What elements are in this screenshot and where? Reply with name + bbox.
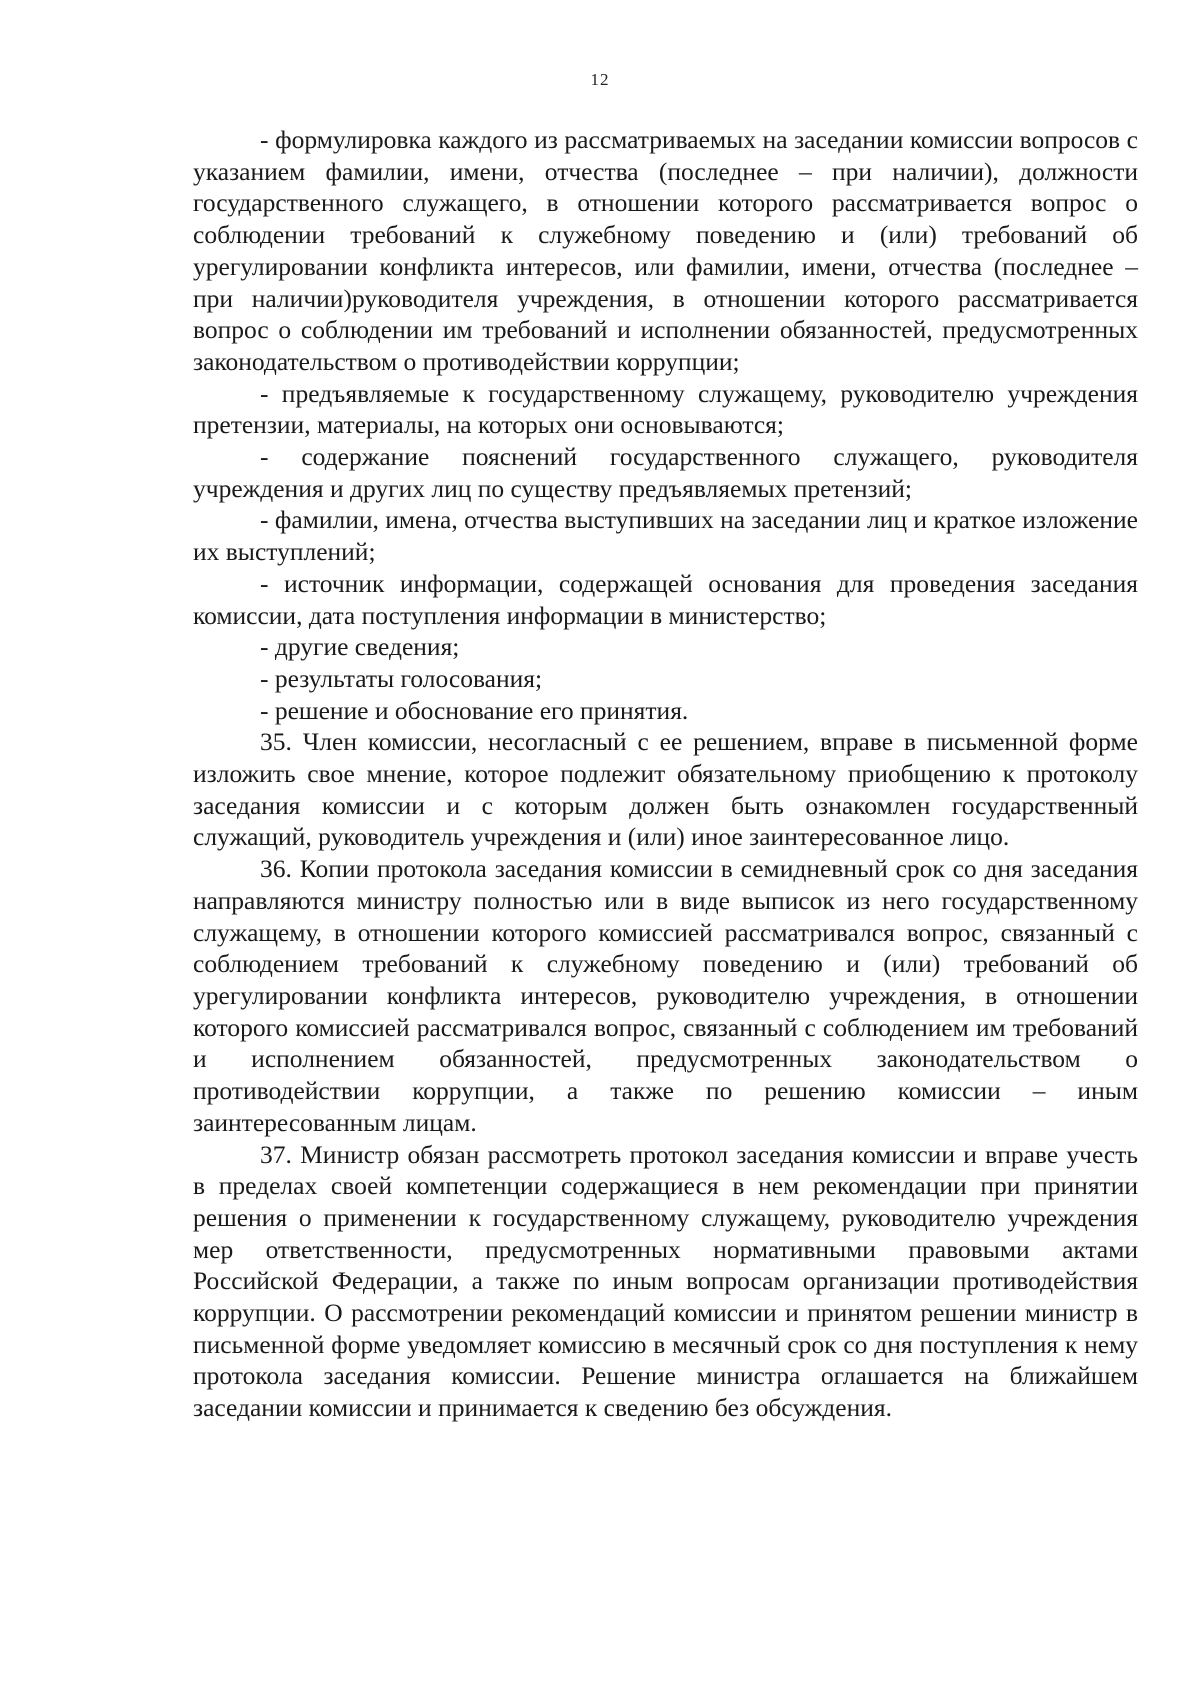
paragraph-information-source: - источник информации, содержащей основания для проведения заседания комиссии, дата поступления информации в министерство; (193, 568, 1138, 630)
paragraph-item-36: 36. Копии протокола заседания комиссии в семидневный срок со дня заседания направляются министру полностью или в виде выписок из него государственному служащему, в отношении которого комиссией рассматривался вопрос, связанный с соблюдением требований к служебному поведению и (или) требований об урегулировании конфликта интересов, руководителю учреждения, в отношении которого комиссией рассматривался вопрос, связанный с соблюдением им требований и исполнением обязанностей, предусмотренных законодательством о противодействии коррупции, а также по решению комиссии – иным заинтересованным лицам. (193, 854, 1138, 1137)
paragraph-item-37: 37. Министр обязан рассмотреть протокол заседания комиссии и вправе учесть в пределах своей компетенции содержащиеся в нем рекомендации при принятии решения о применении к государственному служащему, руководителю учреждения мер ответственности, предусмотренных нормативными правовыми актами Российской Федерации, а также по иным вопросам организации противодействия коррупции. О рассмотрении рекомендаций комиссии и принятом решении министр в письменной форме уведомляет комиссию в месячный срок со дня поступления к нему протокола заседания комиссии. Решение министра оглашается на ближайшем заседании комиссии и принимается к сведению без обсуждения. (193, 1139, 1138, 1423)
document-body (193, 124, 1138, 1424)
paragraph-voting-results: - результаты голосования; (260, 663, 543, 693)
paragraph-other-info: - другие сведения; (260, 632, 460, 662)
paragraph-wording-of-questions: - формулировка каждого из рассматриваемых на заседании комиссии вопросов с указанием фамилии, имени, отчества (последнее – при наличии), должности государственного служащего, в отношении которого рассматривается вопрос о соблюдении требований к служебному поведению и (или) требований об урегулировании конфликта интересов, или фамилии, имени, отчества (последнее – при наличии)руководителя учреждения, в отношении которого рассматривается вопрос о соблюдении им требований и исполнении обязанностей, предусмотренных законодательством о противодействии коррупции; (193, 125, 1138, 376)
paragraph-item-35: 35. Член комиссии, несогласный с ее решением, вправе в письменной форме изложить свое мнение, которое подлежит обязательному приобщению к протоколу заседания комиссии и с которым должен быть ознакомлен государственный служащий, руководитель учреждения и (или) иное заинтересованное лицо. (193, 727, 1138, 852)
paragraph-explanations: - содержание пояснений государственного служащего, руководителя учреждения и других лиц по существу предъявляемых претензий; (193, 442, 1138, 503)
page-number: 12 (590, 70, 610, 89)
paragraph-speakers: - фамилии, имена, отчества выступивших на заседании лиц и краткое изложение их выступлений; (193, 505, 1138, 567)
paragraph-claims: - предъявляемые к государственному служащему, руководителю учреждения претензии, материалы, на которых они основываются; (193, 378, 1138, 440)
paragraph-decision: - решение и обоснование его принятия. (260, 695, 689, 725)
